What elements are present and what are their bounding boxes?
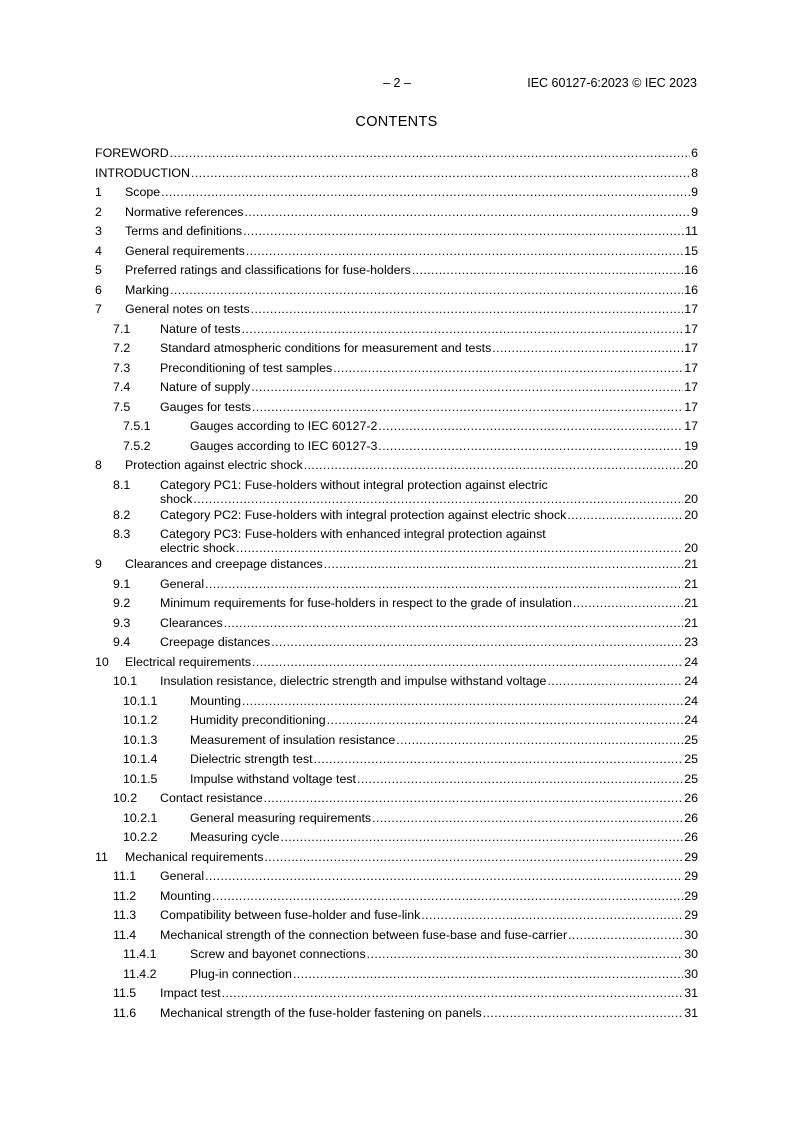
toc-entry[interactable] xyxy=(95,672,698,692)
toc-entry-title[interactable]: Normative references xyxy=(125,204,244,219)
toc-entry[interactable] xyxy=(95,456,698,476)
dot-leader xyxy=(244,203,690,223)
toc-entry-title[interactable]: Mechanical strength of the connection between fuse-base and fuse-carrier xyxy=(160,927,568,942)
toc-entry-page[interactable]: 17 xyxy=(684,399,698,414)
dot-leader xyxy=(161,183,690,203)
toc-entry-number: 7.4 xyxy=(113,380,131,394)
toc-entry-number: 11.4 xyxy=(113,927,137,942)
toc-entry-page[interactable]: 29 xyxy=(684,849,698,864)
dot-leader xyxy=(251,378,683,398)
toc-entry[interactable] xyxy=(95,555,698,575)
toc-entry-title[interactable]: Mounting xyxy=(190,693,241,708)
toc-entry-title[interactable]: Minimum requirements for fuse-holders in respect to the grade of insulation xyxy=(160,596,572,610)
toc-entry-title[interactable]: Mounting xyxy=(160,888,211,903)
toc-entry-page[interactable]: 24 xyxy=(684,674,698,688)
toc-entry-page[interactable]: 19 xyxy=(684,438,698,453)
toc-entry-page[interactable]: 24 xyxy=(684,713,698,727)
toc-entry-title[interactable]: Compatibility between fuse-holder and fuse-link xyxy=(160,908,421,922)
page-title: CONTENTS xyxy=(355,114,438,130)
toc-entry-number: 3 xyxy=(95,224,102,238)
toc-entry-title[interactable]: Contact resistance xyxy=(160,791,263,805)
toc-entry-title[interactable]: Gauges according to IEC 60127-2 xyxy=(190,419,378,433)
toc-entry-number: 2 xyxy=(95,204,102,219)
dot-leader xyxy=(252,398,683,418)
toc-entry-title[interactable]: Category PC3: Fuse-holders with enhanced integral protection against xyxy=(160,527,546,541)
toc-entry-title[interactable]: Gauges according to IEC 60127-3 xyxy=(190,438,378,453)
toc-entry-page[interactable]: 29 xyxy=(684,908,698,922)
toc-entry-page[interactable]: 23 xyxy=(684,635,698,649)
dot-leader xyxy=(492,339,683,359)
toc-entry-page[interactable]: 17 xyxy=(684,321,698,336)
toc-entry-title[interactable]: Mechanical strength of the fuse-holder fastening on panels xyxy=(160,1005,482,1020)
dot-leader xyxy=(251,300,684,320)
dot-leader xyxy=(205,575,683,595)
dot-leader xyxy=(293,965,683,985)
toc-entry-number: 8.3 xyxy=(113,527,131,541)
toc-entry-title[interactable]: Category PC2: Fuse-holders with integral protection against electric shock xyxy=(160,507,567,522)
toc-entry[interactable] xyxy=(95,339,698,359)
dot-leader xyxy=(212,887,683,907)
toc-entry[interactable] xyxy=(95,437,698,457)
dot-leader xyxy=(205,867,683,887)
toc-entry-page[interactable]: 25 xyxy=(684,771,698,786)
toc-entry-title[interactable]: Mechanical requirements xyxy=(125,849,264,864)
toc-entry-number: 11.5 xyxy=(113,986,137,1000)
toc-entry-page[interactable]: 21 xyxy=(684,576,698,591)
toc-entry-page[interactable]: 30 xyxy=(684,947,698,961)
toc-entry[interactable] xyxy=(95,692,698,712)
toc-entry-number: 10.1 xyxy=(113,674,138,688)
toc-entry-page[interactable]: 9 xyxy=(691,185,698,199)
toc-entry-page[interactable]: 21 xyxy=(684,557,698,571)
dot-leader xyxy=(243,222,684,242)
toc-entry-number: 11 xyxy=(95,849,108,864)
document-reference: IEC 60127-6:2023 © IEC 2023 xyxy=(527,76,697,90)
toc-entry[interactable] xyxy=(95,300,698,320)
toc-entry-title[interactable]: General xyxy=(160,869,205,883)
page-number: – 2 – xyxy=(383,76,411,90)
toc-entry-title[interactable]: Creepage distances xyxy=(160,635,271,649)
toc-entry-number: 10.2.2 xyxy=(123,830,158,844)
toc-entry-number: 11.6 xyxy=(113,1005,137,1020)
toc-entry-title[interactable]: Clearances xyxy=(160,615,223,630)
toc-entry-page[interactable]: 17 xyxy=(684,419,698,433)
toc-entry-title[interactable]: Gauges for tests xyxy=(160,399,251,414)
toc-entry-title[interactable]: Clearances and creepage distances xyxy=(125,557,323,571)
toc-entry[interactable] xyxy=(95,809,698,829)
dot-leader xyxy=(170,144,690,164)
toc-entry-title[interactable]: General requirements xyxy=(125,243,245,258)
toc-entry[interactable] xyxy=(95,261,698,281)
toc-entry-number: 11.2 xyxy=(113,888,137,903)
toc-entry[interactable] xyxy=(95,417,698,437)
dot-leader xyxy=(271,633,683,653)
toc-entry-title[interactable]: Measuring cycle xyxy=(190,830,280,844)
dot-leader xyxy=(327,711,684,731)
toc-entry-number: 10.1.3 xyxy=(123,732,158,747)
dot-leader xyxy=(547,672,683,692)
toc-entry-number: 7.3 xyxy=(113,360,131,375)
toc-entry-page[interactable]: 26 xyxy=(684,810,698,825)
toc-entry[interactable] xyxy=(95,575,698,595)
toc-entry-page[interactable]: 30 xyxy=(684,927,698,942)
toc-entry-page[interactable]: 11 xyxy=(685,224,698,238)
toc-entry-title[interactable]: Scope xyxy=(125,185,161,199)
toc-entry-page[interactable]: 24 xyxy=(684,693,698,708)
dot-leader xyxy=(396,731,683,751)
toc-entry[interactable] xyxy=(95,828,698,848)
dot-leader xyxy=(573,594,683,614)
dot-leader xyxy=(324,555,684,575)
dot-leader xyxy=(372,809,683,829)
toc-entry-title[interactable]: Terms and definitions xyxy=(125,224,243,238)
toc-entry-number: 7.5.1 xyxy=(123,419,151,433)
dot-leader xyxy=(367,945,684,965)
dot-leader xyxy=(421,906,683,926)
toc-entry[interactable] xyxy=(95,527,698,555)
toc-entry[interactable] xyxy=(95,594,698,614)
toc-entry-page[interactable]: 17 xyxy=(684,302,698,316)
toc-entry[interactable] xyxy=(95,320,698,340)
toc-entry-number: 8.2 xyxy=(113,507,131,522)
toc-entry-title[interactable]: General xyxy=(160,576,205,591)
dot-leader xyxy=(281,828,684,848)
toc-entry-page[interactable]: 20 xyxy=(684,458,698,472)
dot-leader xyxy=(242,320,684,340)
toc-entry[interactable] xyxy=(95,614,698,634)
toc-entry-page[interactable]: 16 xyxy=(684,263,698,277)
toc-entry[interactable] xyxy=(95,770,698,790)
page-header xyxy=(0,76,793,92)
toc-entry-number: 10.2.1 xyxy=(123,810,158,825)
toc-entry-title[interactable]: General measuring requirements xyxy=(190,810,372,825)
toc-entry-number: 11.1 xyxy=(113,869,137,883)
toc-entry-title[interactable]: Marking xyxy=(125,282,170,297)
toc-entry[interactable] xyxy=(95,164,698,184)
toc-entry-number: 10.1.1 xyxy=(123,693,158,708)
dot-leader xyxy=(193,493,683,506)
toc-entry-number: 5 xyxy=(95,263,102,277)
toc-entry-title[interactable]: Impulse withstand voltage test xyxy=(190,771,356,786)
toc-entry-title[interactable]: General notes on tests xyxy=(125,302,250,316)
toc-entry-number: 9.2 xyxy=(113,596,131,610)
toc-entry-page[interactable]: 17 xyxy=(684,380,698,394)
toc-entry-page[interactable]: 30 xyxy=(684,966,698,981)
toc-entry[interactable] xyxy=(95,926,698,946)
toc-entry-page[interactable]: 29 xyxy=(684,869,698,883)
toc-entry-number: 7.5 xyxy=(113,399,131,414)
toc-entry-number: 8 xyxy=(95,458,102,472)
toc-entry-number: 11.4.2 xyxy=(123,966,157,981)
toc-entry-number: 10.1.2 xyxy=(123,713,158,727)
toc-entry-page[interactable]: 29 xyxy=(684,888,698,903)
toc-entry-title[interactable]: Humidity preconditioning xyxy=(190,713,326,727)
toc-entry-title[interactable]: Dielectric strength test xyxy=(190,752,313,766)
toc-entry[interactable] xyxy=(95,281,698,301)
toc-entry-page[interactable]: 21 xyxy=(684,596,698,610)
toc-entry[interactable] xyxy=(95,478,698,506)
toc-entry[interactable] xyxy=(95,242,698,262)
toc-entry-title[interactable]: Plug-in connection xyxy=(190,966,292,981)
dot-leader xyxy=(568,926,683,946)
dot-leader xyxy=(378,437,683,457)
dot-leader xyxy=(304,456,684,476)
toc-entry[interactable] xyxy=(95,144,698,164)
toc-entry[interactable] xyxy=(95,887,698,907)
dot-leader xyxy=(412,261,683,281)
toc-entry[interactable] xyxy=(95,378,698,398)
toc-entry-number: 10.1.5 xyxy=(123,771,158,786)
toc-entry-title[interactable]: INTRODUCTION xyxy=(95,165,190,180)
toc-entry[interactable] xyxy=(95,984,698,1004)
toc-entry-page[interactable]: 17 xyxy=(684,341,698,355)
toc-entry-page[interactable]: 8 xyxy=(691,165,698,180)
dot-leader xyxy=(236,542,683,555)
toc-entry-page[interactable]: 24 xyxy=(684,654,698,669)
toc-entry-page[interactable]: 9 xyxy=(691,204,698,219)
toc-entry-title[interactable]: Screw and bayonet connections xyxy=(190,947,366,961)
toc-entry-title[interactable]: Nature of tests xyxy=(160,321,241,336)
toc-entry-number: 11.4.1 xyxy=(123,947,157,961)
toc-entry-page[interactable]: 26 xyxy=(684,791,698,805)
toc-entry-number: 9 xyxy=(95,557,102,571)
dot-leader xyxy=(264,848,683,868)
toc-entry[interactable] xyxy=(95,906,698,926)
toc-entry-title[interactable]: Protection against electric shock xyxy=(125,458,303,472)
toc-entry-number: 6 xyxy=(95,282,102,297)
toc-entry[interactable] xyxy=(95,1004,698,1024)
toc-entry-title-continued[interactable]: electric shock xyxy=(160,541,236,555)
toc-entry[interactable] xyxy=(95,965,698,985)
toc-entry-title[interactable]: Insulation resistance, dielectric strength and impulse withstand voltage xyxy=(160,674,547,688)
toc-entry-number: 4 xyxy=(95,243,102,258)
toc-entry-page[interactable]: 20 xyxy=(684,491,698,506)
toc-entry[interactable] xyxy=(95,633,698,653)
toc-entry-page[interactable]: 31 xyxy=(684,1005,698,1020)
toc-entry-page[interactable]: 20 xyxy=(684,541,698,555)
toc-entry[interactable] xyxy=(95,653,698,673)
toc-entry-title[interactable]: FOREWORD xyxy=(95,146,169,160)
toc-entry[interactable] xyxy=(95,731,698,751)
toc-entry-title[interactable]: Impact test xyxy=(160,986,221,1000)
toc-entry[interactable] xyxy=(95,750,698,770)
toc-entry-number: 7.5.2 xyxy=(123,438,151,453)
toc-entry-number: 9.4 xyxy=(113,635,131,649)
toc-entry-title[interactable]: Preconditioning of test samples xyxy=(160,360,333,375)
dot-leader xyxy=(378,417,683,437)
dot-leader xyxy=(483,1004,684,1024)
table-of-contents xyxy=(95,144,698,1023)
toc-entry-page[interactable]: 26 xyxy=(684,830,698,844)
toc-entry[interactable] xyxy=(95,711,698,731)
toc-entry[interactable] xyxy=(95,183,698,203)
toc-entry-title-continued[interactable]: shock xyxy=(160,491,193,506)
toc-entry-title[interactable]: Standard atmospheric conditions for measurement and tests xyxy=(160,341,492,355)
dot-leader xyxy=(567,506,683,526)
dot-leader xyxy=(191,164,690,184)
toc-entry-number: 1 xyxy=(95,185,102,199)
toc-entry-number: 8.1 xyxy=(113,477,131,492)
toc-entry[interactable] xyxy=(95,867,698,887)
toc-entry-title[interactable]: Nature of supply xyxy=(160,380,251,394)
dot-leader xyxy=(264,789,684,809)
toc-entry-number: 7 xyxy=(95,302,102,316)
dot-leader xyxy=(242,692,683,712)
toc-entry[interactable] xyxy=(95,848,698,868)
toc-entry-number: 10.1.4 xyxy=(123,752,158,766)
dot-leader xyxy=(170,281,683,301)
toc-entry[interactable] xyxy=(95,222,698,242)
toc-entry[interactable] xyxy=(95,789,698,809)
toc-entry-number: 10.2 xyxy=(113,791,138,805)
toc-entry-number: 10 xyxy=(95,654,109,669)
toc-entry-number: 7.1 xyxy=(113,321,131,336)
toc-entry[interactable] xyxy=(95,945,698,965)
toc-entry-page[interactable]: 31 xyxy=(684,986,698,1000)
toc-entry[interactable] xyxy=(95,398,698,418)
toc-entry-page[interactable]: 17 xyxy=(684,360,698,375)
toc-entry-number: 9.1 xyxy=(113,576,131,591)
toc-entry-page[interactable]: 25 xyxy=(684,732,698,747)
dot-leader xyxy=(222,984,684,1004)
toc-entry-title[interactable]: Measurement of insulation resistance xyxy=(190,732,396,747)
toc-entry-number: 9.3 xyxy=(113,615,131,630)
toc-entry-number: 7.2 xyxy=(113,341,131,355)
dot-leader xyxy=(357,770,683,790)
toc-entry[interactable] xyxy=(95,203,698,223)
toc-entry[interactable] xyxy=(95,359,698,379)
dot-leader xyxy=(224,614,684,634)
toc-entry-page[interactable]: 21 xyxy=(684,615,698,630)
toc-entry-title[interactable]: Category PC1: Fuse-holders without integral protection against electric xyxy=(160,477,548,492)
dot-leader xyxy=(246,242,683,262)
toc-entry-page[interactable]: 20 xyxy=(684,507,698,522)
dot-leader xyxy=(314,750,684,770)
dot-leader xyxy=(333,359,683,379)
toc-entry-page[interactable]: 25 xyxy=(684,752,698,766)
toc-entry-number: 11.3 xyxy=(113,908,137,922)
toc-entry-title[interactable]: Electrical requirements xyxy=(125,654,252,669)
toc-entry-page[interactable]: 15 xyxy=(684,243,698,258)
toc-entry-page[interactable]: 16 xyxy=(684,282,698,297)
toc-entry[interactable] xyxy=(95,506,698,526)
toc-entry-page[interactable]: 6 xyxy=(691,146,698,160)
toc-entry-title[interactable]: Preferred ratings and classifications for fuse-holders xyxy=(125,263,411,277)
dot-leader xyxy=(252,653,683,673)
